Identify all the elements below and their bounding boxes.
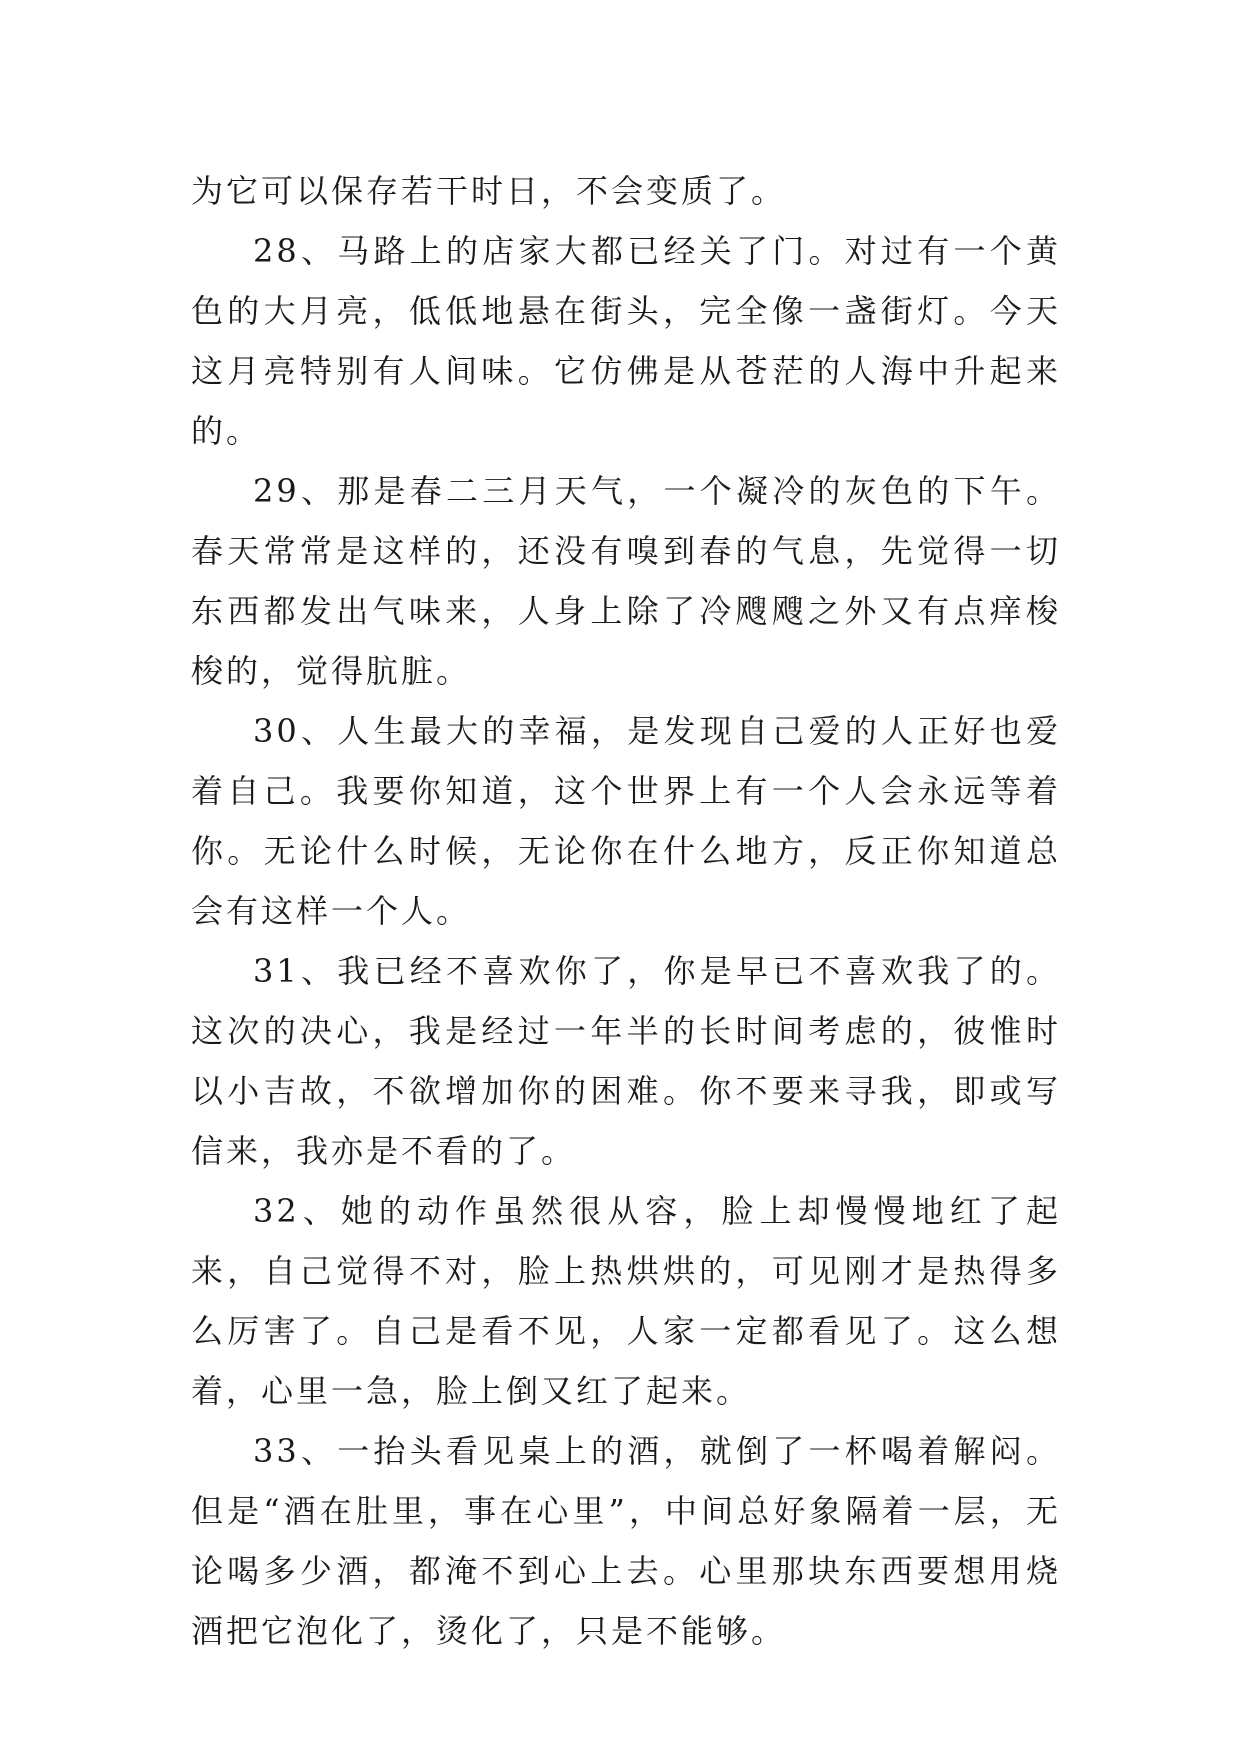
paragraph-28: 28、马路上的店家大都已经关了门。对过有一个黄色的大月亮，低低地悬在街头，完全像一盏街灯。今天这月亮特别有人间味。它仿佛是从苍茫的人海中升起来的。	[191, 232, 1061, 450]
paragraph-continuation: 为它可以保存若干时日，不会变质了。	[191, 172, 787, 210]
paragraph-29: 29、那是春二三月天气，一个凝冷的灰色的下午。春天常常是这样的，还没有嗅到春的气息，先觉得一切东西都发出气味来，人身上除了冷飕飕之外又有点痒梭梭的，觉得肮脏。	[191, 472, 1061, 690]
paragraph-33: 33、一抬头看见桌上的酒，就倒了一杯喝着解闷。但是“酒在肚里，事在心里”，中间总好象隔着一层，无论喝多少酒，都淹不到心上去。心里那块东西要想用烧酒把它泡化了，烫化了，只是不能够。	[191, 1432, 1061, 1650]
document-body	[191, 161, 1061, 1661]
paragraph-30: 30、人生最大的幸福，是发现自己爱的人正好也爱着自己。我要你知道，这个世界上有一个人会永远等着你。无论什么时候，无论你在什么地方，反正你知道总会有这样一个人。	[191, 712, 1061, 930]
paragraph-32: 32、她的动作虽然很从容，脸上却慢慢地红了起来，自己觉得不对，脸上热烘烘的，可见刚才是热得多么厉害了。自己是看不见，人家一定都看见了。这么想着，心里一急，脸上倒又红了起来。	[191, 1192, 1061, 1410]
paragraph-31: 31、我已经不喜欢你了，你是早已不喜欢我了的。这次的决心，我是经过一年半的长时间考虑的，彼惟时以小吉故，不欲增加你的困难。你不要来寻我，即或写信来，我亦是不看的了。	[191, 952, 1061, 1170]
